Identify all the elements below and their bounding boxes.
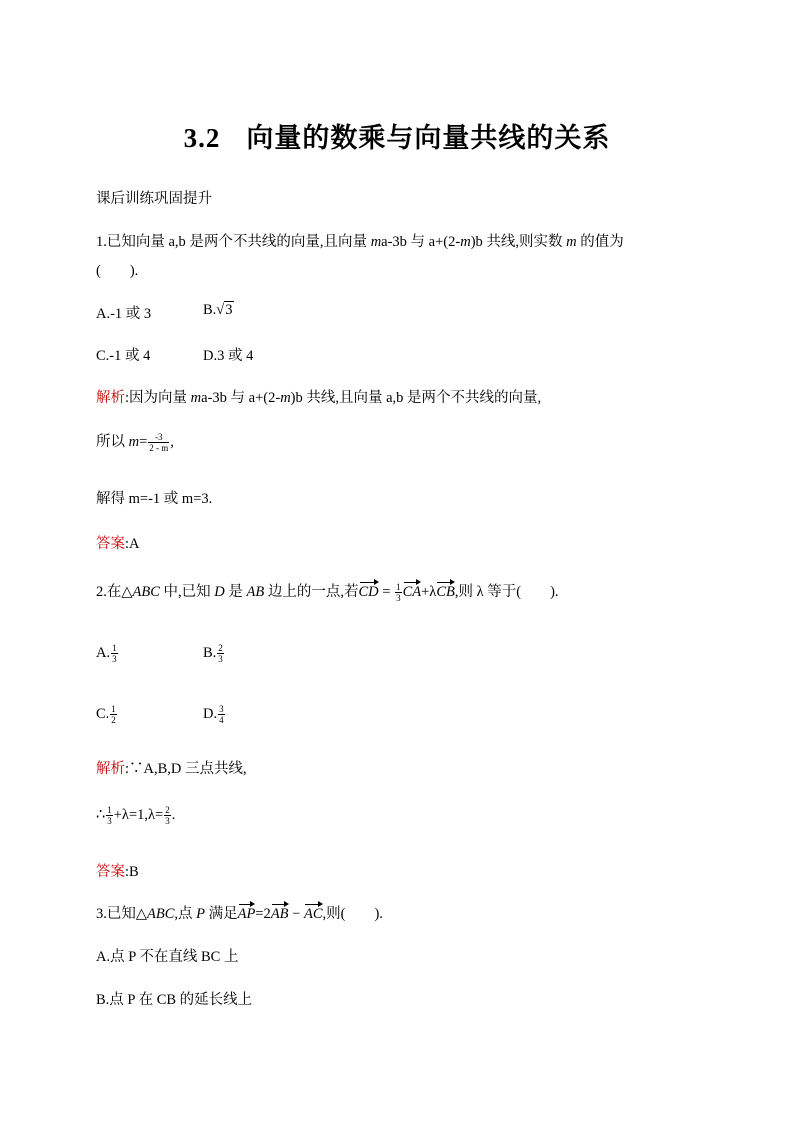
- vector-ac: AC: [304, 903, 323, 923]
- question-2-option-b: B. $\frac{2}{3}$: [203, 643, 223, 664]
- question-2-option-a: A. $\frac{1}{3}$: [96, 643, 117, 664]
- question-1-analysis-line-2: 所以 m= $\frac{-3}{2 - m}$ ,: [96, 432, 174, 454]
- question-2-option-c: C. $\frac{1}{2}$: [96, 704, 116, 725]
- vector-cb: CB: [436, 581, 455, 601]
- fraction: $\frac{-3}{2 - m}$: [149, 432, 169, 454]
- vector-ca: CA: [403, 581, 422, 601]
- question-1-option-a: A.-1 或 3: [96, 306, 152, 322]
- analysis-label: 解析: [96, 761, 125, 777]
- answer-label: 答案: [96, 864, 125, 880]
- question-2-option-d: D. $\frac{3}{4}$: [203, 704, 224, 725]
- vector-ab: AB: [271, 903, 289, 923]
- question-2-answer: 答案:B: [96, 864, 139, 880]
- fraction: $\frac{1}{3}$: [396, 582, 401, 604]
- question-2-analysis: 解析:∵A,B,D 三点共线,: [96, 761, 247, 777]
- answer-label: 答案: [96, 536, 125, 552]
- question-1-stem: 1.已知向量 a,b 是两个不共线的向量,且向量 ma-3b 与 a+(2-m)b 共线,则实数 m 的值为: [96, 234, 624, 250]
- question-1-option-c: C.-1 或 4: [96, 348, 151, 364]
- vector-ap: AP: [238, 903, 256, 923]
- analysis-label: 解析: [96, 390, 125, 406]
- question-1-analysis: 解析:因为向量 ma-3b 与 a+(2-m)b 共线,且向量 a,b 是两个不共线的向量,: [96, 390, 542, 406]
- vector-cd: CD: [359, 581, 379, 601]
- section-number: 3.2: [183, 123, 221, 153]
- question-3-option-a: A.点 P 不在直线 BC 上: [96, 949, 239, 965]
- sqrt-symbol: √3: [216, 302, 233, 318]
- question-3-option-b: B.点 P 在 CB 的延长线上: [96, 992, 253, 1008]
- question-2-stem: 2.在△ABC 中,已知 D 是 AB 边上的一点,若CD = $\frac{1}{3}$ CA+λCB,则 λ 等于( ).: [96, 582, 559, 604]
- question-1-option-b: B.√3: [203, 302, 233, 318]
- question-1-analysis-line-3: 解得 m=-1 或 m=3.: [96, 491, 213, 507]
- title-text: 向量的数乘与向量共线的关系: [246, 123, 611, 154]
- question-1-option-d: D.3 或 4: [203, 348, 254, 364]
- question-1-paren: ( ).: [96, 263, 139, 279]
- question-2-analysis-line-2: ∴ $\frac{1}{3}$ +λ=1,λ= $\frac{2}{3}$ .: [96, 805, 176, 826]
- section-heading: 课后训练巩固提升: [96, 191, 212, 207]
- page-title: [0, 116, 794, 155]
- question-3-stem: 3.已知△ABC,点 P 满足AP=2AB − AC,则( ).: [96, 902, 383, 923]
- question-1-answer: 答案:A: [96, 536, 140, 552]
